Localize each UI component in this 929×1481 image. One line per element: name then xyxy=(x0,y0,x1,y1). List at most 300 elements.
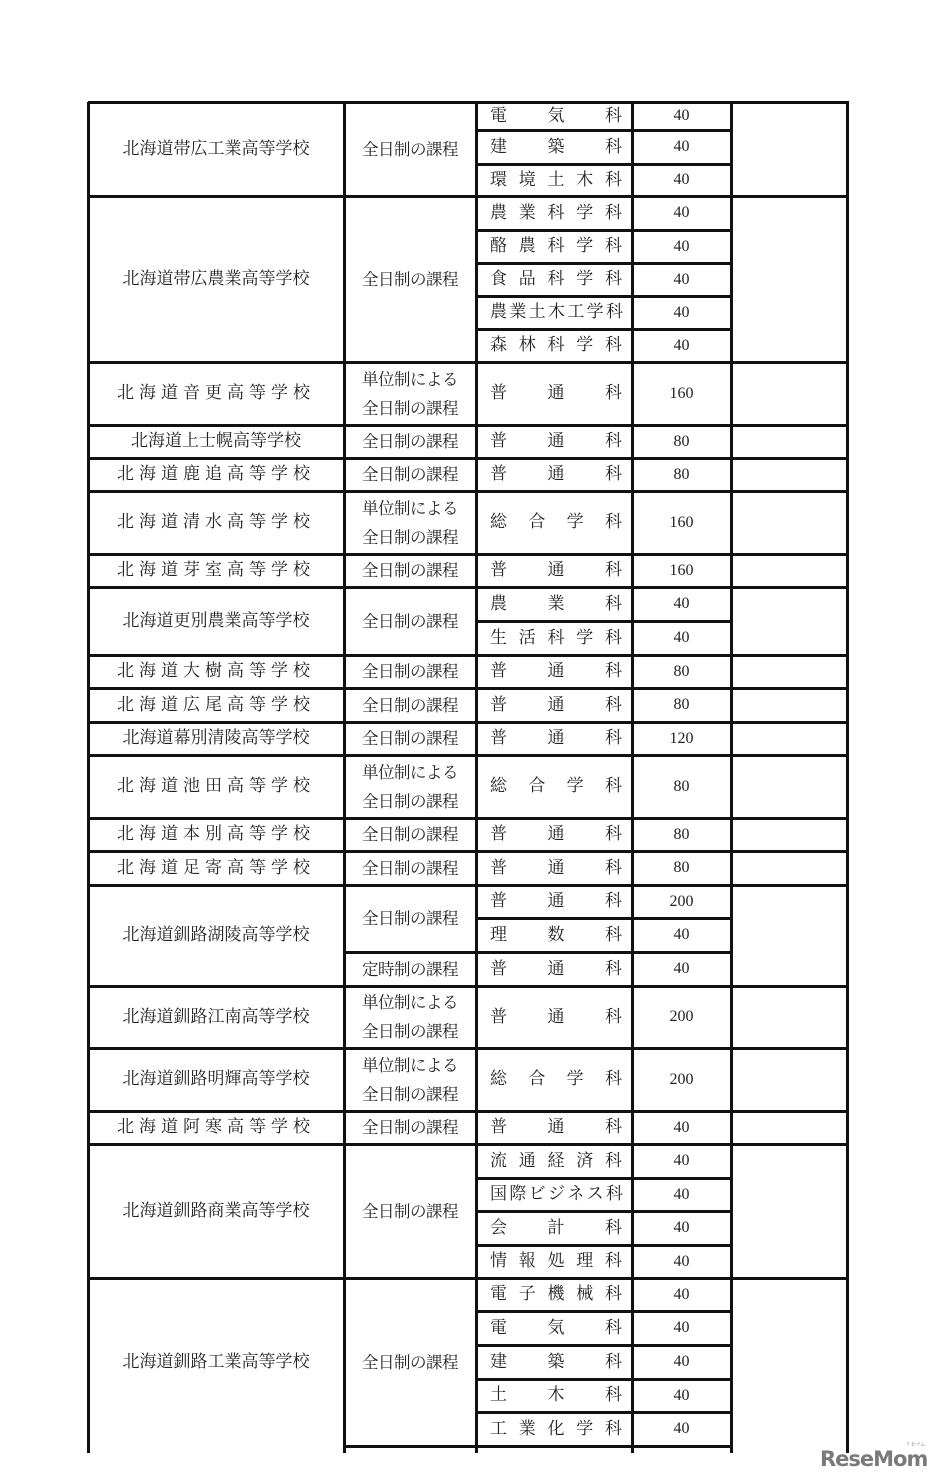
capacity-value: 40 xyxy=(673,1118,690,1136)
department-char: 科 xyxy=(604,512,622,532)
row-divider xyxy=(476,163,733,166)
capacity-value: 40 xyxy=(673,960,690,977)
course-type-line: 全日制の課程 xyxy=(362,465,458,484)
capacity-value: 200 xyxy=(669,892,694,910)
school-name-cell xyxy=(88,1111,344,1144)
department-cell xyxy=(476,885,632,918)
department-char: 合 xyxy=(528,776,546,796)
capacity-cell xyxy=(632,1048,731,1111)
remarks-cell xyxy=(731,458,847,491)
capacity-cell xyxy=(632,885,731,918)
department-char: 電 xyxy=(490,1317,507,1338)
department-char: 学 xyxy=(586,302,603,322)
capacity-cell xyxy=(632,755,731,818)
course-type-line: 全日制の課程 xyxy=(362,1022,458,1041)
course-type-line: 全日制の課程 xyxy=(362,729,458,748)
department-cell xyxy=(476,164,632,196)
course-type-cell xyxy=(344,655,476,688)
department-char: 総 xyxy=(490,776,507,796)
course-type-cell xyxy=(344,1144,476,1278)
course-type-line: 定時制の課程 xyxy=(362,959,458,979)
department-char: 科 xyxy=(605,1251,622,1271)
column-divider xyxy=(631,102,634,1453)
department-cell xyxy=(476,1311,632,1345)
capacity-cell xyxy=(632,425,731,458)
school-name: 北海道清水高等学校 xyxy=(117,512,315,532)
department-cell xyxy=(476,1144,632,1178)
row-divider xyxy=(476,1244,733,1247)
department-char: 農 xyxy=(490,593,507,614)
row-divider xyxy=(476,620,733,623)
school-name: 北海道阿寒高等学校 xyxy=(117,1117,315,1137)
school-name: 北海道広尾高等学校 xyxy=(117,694,315,715)
capacity-value: 40 xyxy=(673,107,690,124)
department-char: 計 xyxy=(547,1217,565,1238)
department-char: 科 xyxy=(604,1069,622,1089)
course-type-cell xyxy=(344,362,476,425)
department-char: 業 xyxy=(509,302,526,322)
department-char: 学 xyxy=(576,335,594,355)
capacity-value: 160 xyxy=(669,561,694,579)
capacity-value: 40 xyxy=(673,1219,690,1236)
department-char: 普 xyxy=(490,1117,507,1137)
capacity-cell xyxy=(632,296,731,329)
department-char: 建 xyxy=(490,136,507,157)
department-char: 情 xyxy=(490,1251,507,1271)
capacity-value: 200 xyxy=(669,1070,694,1088)
department-char: 科 xyxy=(605,269,622,289)
row-divider xyxy=(476,1177,733,1180)
department-cell xyxy=(476,1048,632,1111)
department-char: 業 xyxy=(518,202,536,223)
department-char: 科 xyxy=(605,136,622,157)
capacity-cell xyxy=(632,164,731,196)
department-char: 土 xyxy=(528,302,545,322)
school-name-cell xyxy=(88,362,344,425)
school-name: 北海道更別農業高等学校 xyxy=(122,610,310,631)
department-char: ビ xyxy=(528,1184,545,1204)
school-name-cell xyxy=(88,1048,344,1111)
department-char: 理 xyxy=(490,924,507,945)
department-char: 通 xyxy=(518,1150,536,1171)
capacity-cell xyxy=(632,722,731,755)
row-divider xyxy=(344,1445,733,1448)
department-char: 科 xyxy=(547,335,565,355)
row-divider xyxy=(476,229,733,232)
department-cell xyxy=(476,491,632,554)
course-type-line: 全日制の課程 xyxy=(362,858,458,878)
course-type-line: 単位制による xyxy=(362,498,458,518)
department-char: 林 xyxy=(518,335,536,355)
department-char: 済 xyxy=(576,1150,594,1171)
capacity-cell xyxy=(632,1345,731,1379)
capacity-value: 40 xyxy=(673,1185,690,1203)
department-char: 科 xyxy=(605,335,622,355)
department-char: 築 xyxy=(547,136,565,157)
capacity-value: 80 xyxy=(673,825,690,843)
remarks-cell xyxy=(731,885,847,986)
department-char: 科 xyxy=(605,1385,622,1405)
row-divider xyxy=(476,129,733,132)
course-type-line: 単位制による xyxy=(362,1055,458,1075)
school-name: 北海道鹿追高等学校 xyxy=(117,464,315,484)
department-char: 境 xyxy=(518,169,536,190)
department-char: 化 xyxy=(547,1418,565,1439)
department-cell xyxy=(476,952,632,986)
course-type-cell xyxy=(344,952,476,986)
department-cell xyxy=(476,688,632,722)
watermark-text: ReseMom xyxy=(820,1447,928,1471)
column-divider xyxy=(87,102,90,1453)
capacity-value: 40 xyxy=(673,595,690,612)
department-cell xyxy=(476,986,632,1048)
department-cell xyxy=(476,196,632,230)
capacity-value: 40 xyxy=(673,926,690,943)
capacity-value: 40 xyxy=(673,204,690,221)
school-name: 北海道上士幌高等学校 xyxy=(131,431,301,451)
department-char: 学 xyxy=(576,202,594,223)
department-char: 通 xyxy=(547,383,565,403)
department-char: 築 xyxy=(547,1351,565,1372)
remarks-cell xyxy=(731,554,847,587)
school-name-cell xyxy=(88,655,344,688)
capacity-cell xyxy=(632,918,731,952)
department-char: 科 xyxy=(547,269,565,289)
capacity-cell xyxy=(632,851,731,885)
school-name: 北海道足寄高等学校 xyxy=(117,857,315,878)
department-char: 処 xyxy=(547,1251,565,1271)
remarks-cell xyxy=(731,722,847,755)
row-divider xyxy=(476,917,733,920)
course-type-cell xyxy=(344,458,476,491)
course-type-cell xyxy=(344,986,476,1048)
department-char: 通 xyxy=(547,728,565,748)
capacity-value: 120 xyxy=(669,729,694,747)
school-name-cell xyxy=(88,851,344,885)
school-name-cell xyxy=(88,1144,344,1278)
department-cell xyxy=(476,1178,632,1211)
course-type-cell xyxy=(344,851,476,885)
department-char: 学 xyxy=(566,776,584,796)
department-char: 科 xyxy=(604,776,622,796)
remarks-cell xyxy=(731,688,847,722)
department-char: 農 xyxy=(518,236,536,256)
department-char: 普 xyxy=(490,560,507,580)
school-name: 北海道音更高等学校 xyxy=(117,383,315,403)
department-char: 総 xyxy=(490,512,507,532)
remarks-cell xyxy=(731,587,847,655)
row-divider xyxy=(476,328,733,331)
department-char: 報 xyxy=(518,1251,536,1271)
row-divider xyxy=(476,295,733,298)
capacity-value: 40 xyxy=(673,1386,690,1404)
school-name-cell xyxy=(88,818,344,851)
course-type-cell xyxy=(344,196,476,362)
capacity-cell xyxy=(632,196,731,230)
department-cell xyxy=(476,554,632,587)
course-type-line: 全日制の課程 xyxy=(362,611,458,631)
capacity-cell xyxy=(632,329,731,362)
department-cell xyxy=(476,1245,632,1278)
department-char: 科 xyxy=(605,302,622,322)
department-char: 理 xyxy=(576,1251,594,1271)
department-char: 普 xyxy=(490,431,507,451)
course-type-line: 全日制の課程 xyxy=(362,825,458,844)
department-cell xyxy=(476,655,632,688)
capacity-value: 40 xyxy=(673,1285,690,1303)
column-divider xyxy=(475,102,478,1453)
department-cell xyxy=(476,722,632,755)
department-char: 通 xyxy=(547,661,565,681)
department-cell xyxy=(476,1379,632,1412)
school-name-cell xyxy=(88,102,344,196)
capacity-value: 40 xyxy=(673,629,690,646)
department-char: 国 xyxy=(490,1184,506,1204)
remarks-cell xyxy=(731,755,847,818)
course-type-line: 全日制の課程 xyxy=(362,1352,458,1372)
school-name-cell xyxy=(88,986,344,1048)
course-type-line: 全日制の課程 xyxy=(362,1084,458,1104)
department-char: 科 xyxy=(605,627,622,648)
capacity-cell xyxy=(632,102,731,130)
school-name: 北海道本別高等学校 xyxy=(117,824,315,844)
row-divider xyxy=(476,1378,733,1381)
department-cell xyxy=(476,230,632,263)
capacity-cell xyxy=(632,986,731,1048)
school-name: 北海道釧路商業高等学校 xyxy=(122,1200,310,1221)
capacity-cell xyxy=(632,1245,731,1278)
course-type-line: 全日制の課程 xyxy=(362,432,458,451)
department-char: 学 xyxy=(566,1069,584,1089)
department-cell xyxy=(476,1412,632,1446)
school-name: 北海道芽室高等学校 xyxy=(117,560,315,580)
department-char: 科 xyxy=(605,661,622,681)
remarks-cell xyxy=(731,491,847,554)
capacity-cell xyxy=(632,1211,731,1245)
course-type-line: 全日制の課程 xyxy=(362,662,458,681)
department-char: 科 xyxy=(605,1217,622,1238)
department-cell xyxy=(476,755,632,818)
course-type-cell xyxy=(344,688,476,722)
capacity-cell xyxy=(632,491,731,554)
department-char: 科 xyxy=(605,824,622,844)
course-type-line: 全日制の課程 xyxy=(362,139,458,159)
row-divider xyxy=(476,262,733,265)
capacity-cell xyxy=(632,554,731,587)
department-char: 電 xyxy=(490,1284,507,1304)
capacity-cell xyxy=(632,263,731,296)
department-char: 活 xyxy=(518,627,536,648)
capacity-value: 40 xyxy=(673,1420,690,1437)
remarks-cell xyxy=(731,1278,847,1453)
capacity-cell xyxy=(632,587,731,621)
department-char: 普 xyxy=(490,891,507,911)
capacity-cell xyxy=(632,458,731,491)
department-char: 通 xyxy=(547,1006,565,1027)
column-divider xyxy=(343,102,346,1453)
department-char: 普 xyxy=(490,728,507,748)
course-type-line: 全日制の課程 xyxy=(362,1201,458,1221)
department-char: 普 xyxy=(490,824,507,844)
department-char: 科 xyxy=(547,627,565,648)
department-cell xyxy=(476,1345,632,1379)
course-type-cell xyxy=(344,818,476,851)
capacity-value: 40 xyxy=(673,270,690,288)
school-name-cell xyxy=(88,885,344,986)
row-divider xyxy=(476,1344,733,1347)
department-char: 通 xyxy=(547,1117,565,1137)
course-type-cell xyxy=(344,1048,476,1111)
department-char: 科 xyxy=(605,857,622,878)
school-name-cell xyxy=(88,1278,344,1446)
course-type-line: 全日制の課程 xyxy=(362,527,458,547)
capacity-cell xyxy=(632,818,731,851)
capacity-value: 40 xyxy=(673,1152,690,1169)
column-divider xyxy=(730,102,733,1453)
department-char: 科 xyxy=(605,694,622,715)
capacity-value: 40 xyxy=(673,171,690,188)
department-char: 科 xyxy=(605,1317,622,1338)
course-type-cell xyxy=(344,885,476,952)
department-char: 通 xyxy=(547,857,565,878)
department-char: 会 xyxy=(490,1217,507,1238)
course-type-line: 全日制の課程 xyxy=(362,561,458,580)
department-char: 学 xyxy=(576,269,594,289)
course-type-cell xyxy=(344,722,476,755)
department-char: 気 xyxy=(547,1317,565,1338)
course-type-line: 全日制の課程 xyxy=(362,269,458,289)
school-name: 北海道帯広農業高等学校 xyxy=(122,268,310,289)
remarks-cell xyxy=(731,196,847,362)
department-char: 科 xyxy=(605,464,622,484)
department-char: 工 xyxy=(490,1418,507,1439)
department-char: 工 xyxy=(567,302,584,322)
department-char: 森 xyxy=(490,335,507,355)
department-char: 食 xyxy=(490,269,507,289)
school-name: 北海道釧路工業高等学校 xyxy=(122,1351,310,1372)
capacity-value: 40 xyxy=(673,138,690,155)
capacity-cell xyxy=(632,230,731,263)
department-char: 学 xyxy=(566,512,584,532)
resemom-logo xyxy=(820,1442,928,1471)
capacity-value: 80 xyxy=(673,696,690,713)
department-char: 合 xyxy=(528,512,546,532)
department-char: 科 xyxy=(547,202,565,223)
school-name-cell xyxy=(88,587,344,655)
department-char: 通 xyxy=(547,464,565,484)
column-divider xyxy=(846,102,849,1453)
department-char: 科 xyxy=(605,431,622,451)
department-char: 科 xyxy=(605,1351,622,1372)
department-char: 業 xyxy=(547,593,565,614)
department-char: 気 xyxy=(547,105,565,126)
row-divider xyxy=(476,1310,733,1313)
remarks-cell xyxy=(731,655,847,688)
course-type-line: 全日制の課程 xyxy=(362,909,458,928)
department-char: 科 xyxy=(605,924,622,945)
department-cell xyxy=(476,102,632,130)
school-name-cell xyxy=(88,722,344,755)
department-cell xyxy=(476,296,632,329)
capacity-value: 200 xyxy=(669,1008,694,1025)
school-name-cell xyxy=(88,491,344,554)
department-cell xyxy=(476,130,632,164)
course-type-cell xyxy=(344,102,476,196)
remarks-cell xyxy=(731,362,847,425)
department-cell xyxy=(476,263,632,296)
capacity-cell xyxy=(632,621,731,655)
department-char: 普 xyxy=(490,1006,507,1027)
capacity-value: 40 xyxy=(673,1353,690,1370)
department-char: 総 xyxy=(490,1069,507,1089)
capacity-value: 160 xyxy=(669,384,694,402)
remarks-cell xyxy=(731,1144,847,1278)
course-type-cell xyxy=(344,554,476,587)
remarks-cell xyxy=(731,818,847,851)
department-char: 通 xyxy=(547,431,565,451)
school-name-cell xyxy=(88,554,344,587)
capacity-cell xyxy=(632,1178,731,1211)
department-char: 科 xyxy=(605,169,622,190)
course-type-cell xyxy=(344,491,476,554)
capacity-cell xyxy=(632,1412,731,1446)
department-cell xyxy=(476,1211,632,1245)
department-char: 合 xyxy=(528,1069,546,1089)
department-char: 数 xyxy=(547,924,565,945)
course-type-line: 単位制による xyxy=(362,762,458,782)
department-cell xyxy=(476,425,632,458)
department-char: 学 xyxy=(576,627,594,648)
course-type-line: 単位制による xyxy=(362,993,458,1012)
department-cell xyxy=(476,818,632,851)
school-name-cell xyxy=(88,688,344,722)
department-char: 土 xyxy=(547,169,565,190)
school-name-cell xyxy=(88,458,344,491)
department-cell xyxy=(476,458,632,491)
department-char: 科 xyxy=(605,1418,622,1439)
capacity-value: 80 xyxy=(673,432,690,450)
capacity-value: 40 xyxy=(673,303,690,321)
school-name-cell xyxy=(88,755,344,818)
department-char: 木 xyxy=(547,1385,565,1405)
capacity-cell xyxy=(632,1111,731,1144)
course-type-line: 全日制の課程 xyxy=(362,398,458,418)
department-char: 科 xyxy=(605,383,622,403)
course-type-cell xyxy=(344,425,476,458)
remarks-cell xyxy=(731,851,847,885)
course-type-line: 全日制の課程 xyxy=(362,1118,458,1137)
department-char: 科 xyxy=(605,1284,622,1304)
course-type-cell xyxy=(344,755,476,818)
department-char: 科 xyxy=(605,1006,622,1027)
department-char: 科 xyxy=(605,105,622,126)
school-name: 北海道池田高等学校 xyxy=(117,776,315,796)
capacity-cell xyxy=(632,1278,731,1311)
row-divider xyxy=(476,1210,733,1213)
department-char: 械 xyxy=(576,1284,594,1304)
department-char: 科 xyxy=(605,593,622,614)
department-char: 建 xyxy=(490,1351,507,1372)
school-name: 北海道幕別清陵高等学校 xyxy=(122,728,310,748)
capacity-value: 40 xyxy=(673,1252,690,1270)
department-char: 流 xyxy=(490,1150,507,1171)
department-char: 木 xyxy=(547,302,564,322)
remarks-cell xyxy=(731,425,847,458)
department-char: ス xyxy=(586,1184,603,1204)
department-char: 学 xyxy=(576,1418,594,1439)
department-char: 通 xyxy=(547,824,565,844)
capacity-cell xyxy=(632,1379,731,1412)
